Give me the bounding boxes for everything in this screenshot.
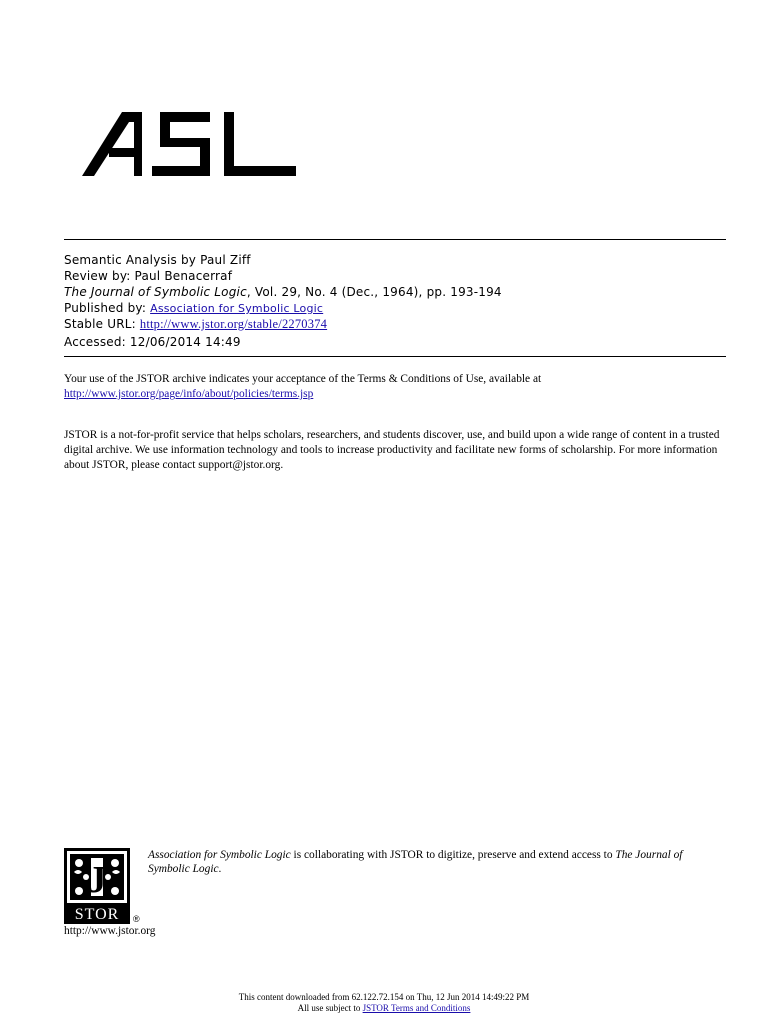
stable-url-link[interactable]: http://www.jstor.org/stable/2270374 (139, 317, 328, 331)
collab-end: . (218, 863, 222, 875)
top-divider (64, 239, 726, 240)
asl-logo-text: ASL (82, 110, 84, 111)
registered-mark: ® (133, 914, 140, 924)
published-by-label: Published by: (64, 301, 147, 315)
jstor-home-url[interactable]: http://www.jstor.org (64, 925, 156, 937)
stable-url-label: Stable URL: (64, 317, 136, 331)
terms-subject-prefix: All use subject to (297, 1003, 363, 1013)
download-footer (0, 992, 768, 1014)
terms-url-link[interactable]: http://www.jstor.org/page/info/about/policies/terms.jsp (64, 388, 314, 400)
article-title: Semantic Analysis by Paul Ziff (64, 253, 251, 267)
collab-middle: is collaborating with JSTOR to digitize, preserve and extend access to (290, 849, 616, 861)
journal-details: , Vol. 29, No. 4 (Dec., 1964), pp. 193-194 (246, 285, 502, 299)
terms-subject-line (0, 1003, 768, 1014)
reviewer-name: Paul Benacerraf (134, 269, 233, 283)
jstor-terms-link[interactable]: JSTOR Terms and Conditions (362, 1003, 471, 1013)
journal-line (64, 284, 726, 300)
stable-url-line (64, 316, 726, 332)
jstor-logo-wordmark: STOR (74, 906, 120, 923)
collaboration-statement (148, 848, 708, 876)
published-by-line (64, 300, 726, 316)
collab-partner: Association for Symbolic Logic (148, 849, 291, 861)
jstor-about-text: JSTOR is a not-for-profit service that helps scholars, researchers, and students discover, use, and build upon a wide range of content in a trusted digital archive. We use information technology and tools to increase productivity and facilitate new forms of scholarship. For more information about JSTOR, please contact support@jstor.org. (64, 429, 720, 471)
review-by-label: Review by: (64, 269, 131, 283)
terms-notice (64, 372, 726, 402)
bottom-divider (64, 356, 726, 357)
download-info: This content downloaded from 62.122.72.154 on Thu, 12 Jun 2014 14:49:22 PM (238, 992, 530, 1002)
jstor-logo[interactable] (64, 848, 130, 924)
asl-logo (82, 110, 296, 178)
citation-block (64, 252, 726, 350)
collab-journal: The Journal of Symbolic Logic (148, 849, 683, 875)
terms-notice-text: Your use of the JSTOR archive indicates your acceptance of the Terms & Conditions of Use, available at (64, 373, 542, 385)
jstor-logo-initial: J (87, 859, 107, 901)
publisher-link[interactable]: Association for Symbolic Logic (150, 302, 324, 315)
review-by-line (64, 268, 726, 284)
accessed-date: Accessed: 12/06/2014 14:49 (64, 335, 241, 349)
journal-name: The Journal of Symbolic Logic (64, 285, 247, 299)
